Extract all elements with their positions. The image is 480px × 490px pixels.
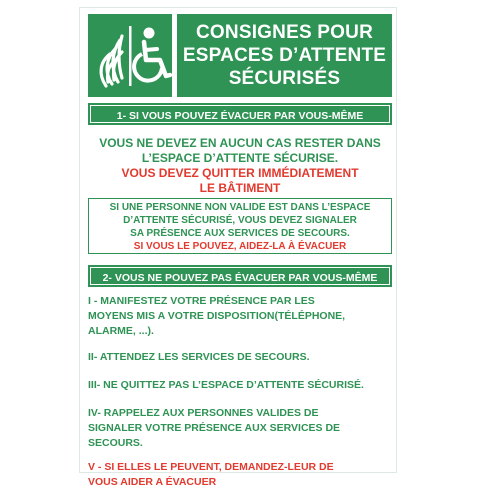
- section-1-line-2: L’ESPACE D’ATTENTE SÉCURISE.: [141, 151, 339, 165]
- list-item: [88, 350, 392, 365]
- boxed-note-line-1: SI UNE PERSONNE NON VALIDE EST DANS L’ESPACE: [109, 202, 371, 213]
- boxed-note: [88, 198, 392, 254]
- item-4-line-2: SIGNALER VOTRE PRÉSENCE AUX SERVICES DE: [88, 422, 341, 434]
- list-item: [88, 460, 392, 490]
- boxed-note-line-2: D’ATTENTE SÉCURISÉ, VOUS DEVEZ SIGNALER: [123, 215, 357, 226]
- item-2-line-1: II- ATTENDEZ LES SERVICES DE SECOURS.: [88, 351, 310, 363]
- sign-title: [177, 14, 392, 97]
- section-1-line-4: LE BÂTIMENT: [199, 181, 281, 195]
- safety-sign: [79, 7, 397, 488]
- title-line-1: CONSIGNES POUR: [196, 22, 373, 43]
- item-1-line-3: ALARME, ...).: [88, 325, 154, 337]
- boxed-note-line-3: SA PRÉSENCE AUX SERVICES DE SECOURS.: [130, 228, 350, 239]
- item-4-line-1: IV- RAPPELEZ AUX PERSONNES VALIDES DE: [88, 407, 319, 419]
- section-1-heading: 1- SI VOUS POUVEZ ÉVACUER PAR VOUS-MÊME: [88, 103, 392, 125]
- list-item: [88, 406, 392, 451]
- title-line-2: ESPACES D’ATTENTE: [182, 45, 387, 66]
- sign-header: [88, 14, 392, 97]
- section-1-line-1: VOUS NE DEVEZ EN AUCUN CAS RESTER DANS: [99, 136, 381, 150]
- item-4-line-3: SECOURS.: [88, 437, 143, 449]
- icon-panel: [88, 14, 172, 97]
- item-3-line-1: III- NE QUITTEZ PAS L’ESPACE D’ATTENTE SÉCURISÉ.: [88, 379, 364, 391]
- item-5-line-2: VOUS AIDER A ÉVACUER: [88, 476, 217, 488]
- item-5-line-1: V - SI ELLES LE PEUVENT, DEMANDEZ-LEUR DE: [88, 461, 334, 473]
- section-1-text: [88, 136, 392, 196]
- list-item: [88, 378, 392, 393]
- item-1-line-1: I - MANIFESTEZ VOTRE PRÉSENCE PAR LES: [88, 295, 315, 307]
- section-2-heading: 2- VOUS NE POUVEZ PAS ÉVACUER PAR VOUS-MÊME: [88, 265, 392, 287]
- wheelchair-icon: [132, 26, 172, 86]
- title-line-3: SÉCURISÉS: [228, 68, 341, 89]
- boxed-note-line-4: SI VOUS LE POUVEZ, AIDEZ-LA À ÉVACUER: [133, 241, 347, 252]
- section-1-line-3: VOUS DEVEZ QUITTER IMMÉDIATEMENT: [121, 166, 359, 180]
- item-1-line-2: MOYENS MIS A VOTRE DISPOSITION(TÉLÉPHONE,: [88, 310, 346, 322]
- list-item: [88, 294, 392, 339]
